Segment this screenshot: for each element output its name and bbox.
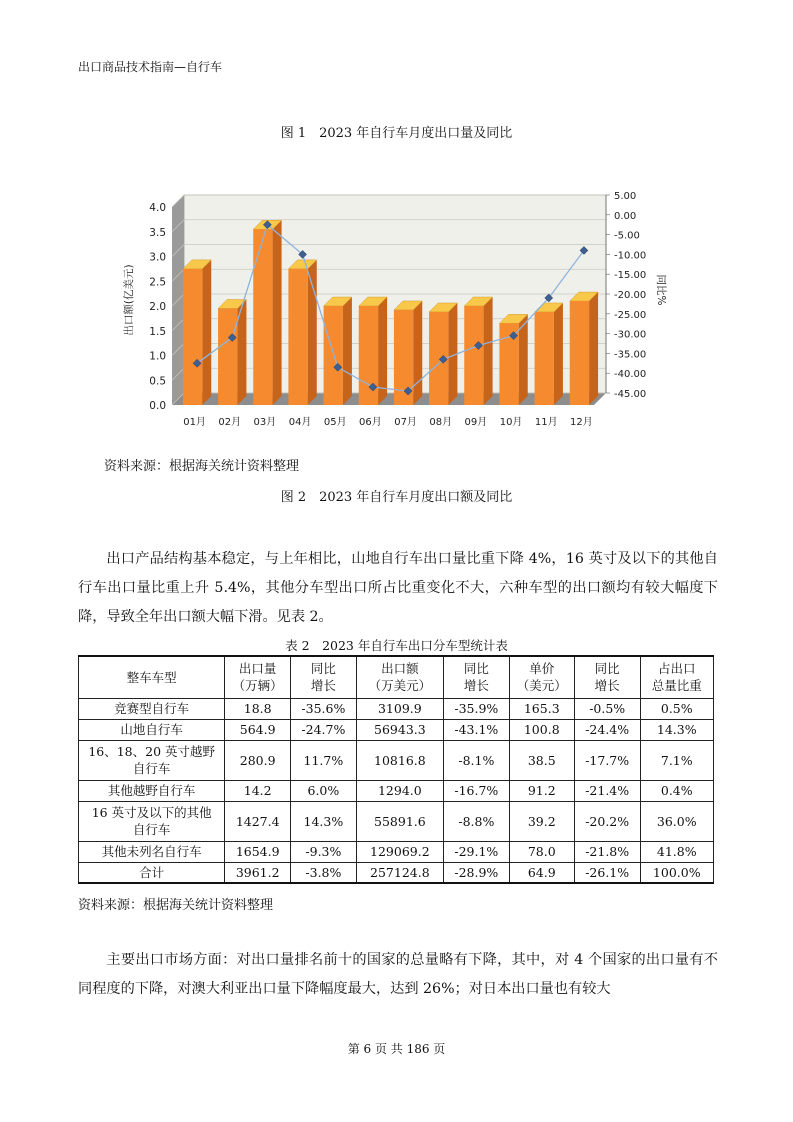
figure-2-caption: 图 2 2023 年自行车月度出口额及同比 <box>280 490 513 505</box>
table-cell: 14.3% <box>640 719 713 740</box>
y-tick-label: 1.0 <box>149 350 166 363</box>
table-cell: 0.5% <box>640 698 713 719</box>
table-cell: -24.7% <box>291 719 357 740</box>
table-header-cell: 占出口 总量比重 <box>640 656 713 698</box>
bar <box>359 306 378 405</box>
table-cell: 564.9 <box>225 719 291 740</box>
x-tick-label: 07月 <box>394 417 417 428</box>
y2-tick-label: -10.00 <box>614 250 647 262</box>
table-cell: 64.9 <box>509 862 574 883</box>
table-cell: 山地自行车 <box>79 719 225 740</box>
table-cell: 280.9 <box>225 740 291 780</box>
table-cell: 0.4% <box>640 780 713 801</box>
table-cell: -29.1% <box>444 841 510 862</box>
y2-tick-label: -45.00 <box>614 389 647 400</box>
page-footer: 第 6 页 共 186 页 <box>347 1042 446 1056</box>
y-tick-label: 3.5 <box>149 226 166 239</box>
table-header-cell: 单价 （美元） <box>509 656 574 698</box>
monthly-export-chart <box>100 185 667 445</box>
bar-side <box>202 260 211 405</box>
y2-tick-label: 5.00 <box>614 191 637 202</box>
bar <box>288 269 307 405</box>
bar-side <box>413 301 422 405</box>
y-tick-label: 2.5 <box>149 276 166 289</box>
y-tick-label: 3.0 <box>149 251 166 264</box>
bar <box>253 229 272 405</box>
bar-side <box>308 260 317 405</box>
x-tick-label: 04月 <box>288 417 312 428</box>
x-tick-label: 11月 <box>534 417 558 428</box>
table-cell: 55891.6 <box>356 801 443 841</box>
table-cell: 14.2 <box>225 780 291 801</box>
table-cell: 7.1% <box>640 740 713 780</box>
table-cell: 41.8% <box>640 841 713 862</box>
x-tick-label: 05月 <box>323 417 347 428</box>
y2-tick-label: -20.00 <box>614 290 647 301</box>
bar <box>324 306 343 405</box>
table-cell: -3.8% <box>291 862 357 883</box>
bar-side <box>484 297 493 405</box>
x-tick-label: 01月 <box>183 417 206 428</box>
bar <box>535 312 554 405</box>
table-row <box>79 719 714 740</box>
paragraph-text: 主要出口市场方面：对出口量排名前十的国家的总量略有下降，其中，对 4 个国家的出口量有不同程度的下降，对澳大利亚出口量下降幅度最大，达到 26%；对日本出口量也有较大 <box>78 952 718 997</box>
table-cell: 14.3% <box>291 801 357 841</box>
table-cell: -8.8% <box>444 801 510 841</box>
table-cell: -28.9% <box>444 862 510 883</box>
table-cell: 56943.3 <box>356 719 443 740</box>
table-header-cell: 同比 增长 <box>444 656 510 698</box>
table-header-cell: 出口额 （万美元） <box>356 656 443 698</box>
table-row <box>79 862 714 883</box>
y2-tick-label: -5.00 <box>614 230 640 242</box>
table-cell: 1427.4 <box>225 801 291 841</box>
table-cell: -21.4% <box>574 780 640 801</box>
table-row <box>79 801 714 841</box>
x-tick-label: 09月 <box>464 417 488 428</box>
y2-tick-label: -35.00 <box>614 349 647 361</box>
paragraph-product-structure <box>78 545 718 632</box>
table-cell: 16、18、20 英寸越野 自行车 <box>79 740 225 780</box>
chart-source: 资料来源：根据海关统计资料整理 <box>104 459 300 474</box>
bar-side <box>554 303 563 405</box>
table-cell: 100.0% <box>640 862 713 883</box>
table-cell: 18.8 <box>225 698 291 719</box>
y-tick-label: 1.5 <box>149 325 166 338</box>
bar <box>464 306 483 405</box>
table-header-row <box>79 656 714 698</box>
table-cell: 257124.8 <box>356 862 443 883</box>
table-cell: 竞赛型自行车 <box>79 698 225 719</box>
table-cell: -24.4% <box>574 719 640 740</box>
y2-tick-label: -25.00 <box>614 309 647 321</box>
table-cell: 其他越野自行车 <box>79 780 225 801</box>
y-tick-label: 4.0 <box>149 202 166 214</box>
x-tick-label: 03月 <box>253 417 277 428</box>
table-cell: 合计 <box>79 862 225 883</box>
x-tick-label: 12月 <box>570 417 593 428</box>
x-tick-label: 06月 <box>359 417 382 428</box>
x-tick-label: 08月 <box>429 417 453 428</box>
table-cell: -17.7% <box>574 740 640 780</box>
table-cell: -21.8% <box>574 841 640 862</box>
table-cell: 91.2 <box>509 780 574 801</box>
table-cell: 38.5 <box>509 740 574 780</box>
paragraph-main-markets <box>78 946 718 1004</box>
page-header: 出口商品技术指南—自行车 <box>78 60 223 74</box>
y-tick-label: 0.0 <box>149 400 166 412</box>
table-cell: 16 英寸及以下的其他 自行车 <box>79 801 225 841</box>
table-source: 资料来源：根据海关统计资料整理 <box>78 898 274 913</box>
y2-tick-label: -30.00 <box>614 329 647 341</box>
bar <box>218 308 237 405</box>
table-cell: 78.0 <box>509 841 574 862</box>
table-cell: -8.1% <box>444 740 510 780</box>
paragraph-text: 出口产品结构基本稳定，与上年相比，山地自行车出口量比重下降 4%，16 英寸及以下的其他自行车出口量比重上升 5.4%，其他分车型出口所占比重变化不大，六种车型的出口额均有较大幅度下降，导致全年出口额大幅下滑。见表 2。 <box>78 551 718 625</box>
table-cell: 129069.2 <box>356 841 443 862</box>
y-tick-label: 2.0 <box>149 301 166 313</box>
bar <box>570 301 589 405</box>
export-by-model-table <box>78 655 714 884</box>
figure-1-caption: 图 1 2023 年自行车月度出口量及同比 <box>280 126 513 141</box>
y-tick-label: 0.5 <box>149 375 166 388</box>
table-cell: 39.2 <box>509 801 574 841</box>
table-2-title: 表 2 2023 年自行车出口分车型统计表 <box>285 638 508 653</box>
table-cell: -26.1% <box>574 862 640 883</box>
table-cell: 100.8 <box>509 719 574 740</box>
y2-tick-label: -15.00 <box>614 270 647 282</box>
table-cell: 36.0% <box>640 801 713 841</box>
y2-axis-label: 同比% <box>655 274 667 306</box>
bar <box>183 269 202 405</box>
table-cell: 11.7% <box>291 740 357 780</box>
table-header-cell: 同比 增长 <box>291 656 357 698</box>
table-cell: 10816.8 <box>356 740 443 780</box>
table-cell: -43.1% <box>444 719 510 740</box>
table-cell: -16.7% <box>444 780 510 801</box>
table-row <box>79 698 714 719</box>
y2-tick-label: 0.00 <box>614 210 637 222</box>
table-cell: -35.9% <box>444 698 510 719</box>
table-cell: -9.3% <box>291 841 357 862</box>
table-row <box>79 780 714 801</box>
table-row <box>79 841 714 862</box>
table-cell: 1294.0 <box>356 780 443 801</box>
x-tick-label: 10月 <box>499 417 523 428</box>
table-cell: -0.5% <box>574 698 640 719</box>
y-axis-label: 出口额(亿美元) <box>123 264 135 336</box>
bar-side <box>343 297 352 405</box>
table-cell: 1654.9 <box>225 841 291 862</box>
table-cell: 6.0% <box>291 780 357 801</box>
table-cell: -35.6% <box>291 698 357 719</box>
table-cell: 3109.9 <box>356 698 443 719</box>
bar-side <box>589 292 598 405</box>
table-cell: 其他未列名自行车 <box>79 841 225 862</box>
table-cell: 165.3 <box>509 698 574 719</box>
table-header-cell: 同比 增长 <box>574 656 640 698</box>
table-header-cell: 出口量 （万辆） <box>225 656 291 698</box>
x-tick-label: 02月 <box>218 417 242 428</box>
y2-tick-label: -40.00 <box>614 369 647 381</box>
bar-side <box>273 220 282 405</box>
table-row <box>79 740 714 780</box>
table-cell: -20.2% <box>574 801 640 841</box>
table-header-cell: 整车车型 <box>79 656 225 698</box>
table-cell: 3961.2 <box>225 862 291 883</box>
